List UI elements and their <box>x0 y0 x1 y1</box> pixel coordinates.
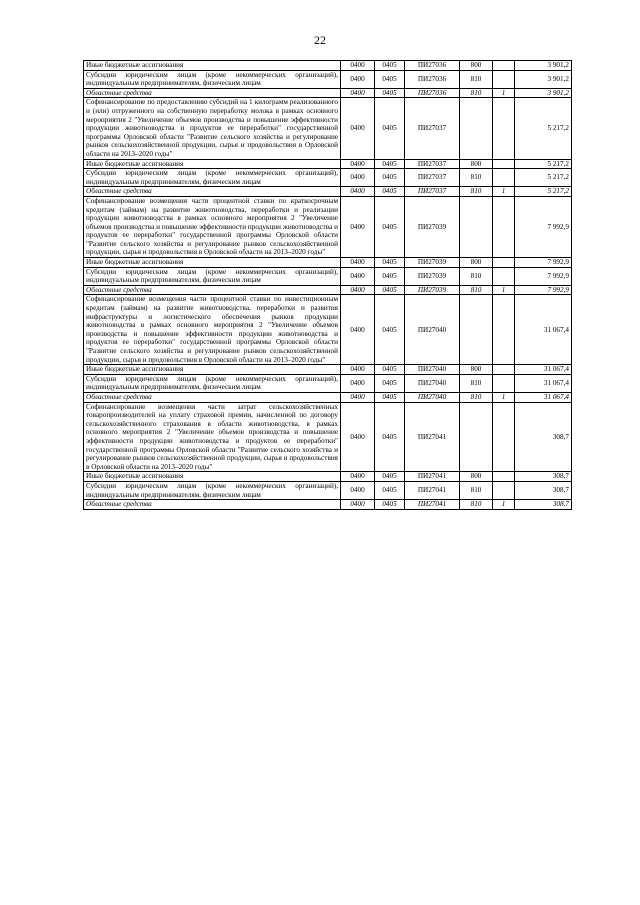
subsection-code: 0405 <box>375 500 405 510</box>
expense-type-code: 810 <box>460 285 493 295</box>
target-article-code: ПИ27040 <box>405 295 460 365</box>
funding-source-code: 1 <box>493 392 515 402</box>
amount: 3 901,2 <box>515 88 572 98</box>
table-row <box>84 365 572 375</box>
section-code: 0400 <box>341 258 375 268</box>
table-row <box>84 472 572 482</box>
funding-source-code: 1 <box>493 500 515 510</box>
amount: 7 992,9 <box>515 267 572 285</box>
table-row <box>84 258 572 268</box>
expense-type-code: 810 <box>460 500 493 510</box>
amount: 31 067,4 <box>515 392 572 402</box>
expense-type-code <box>460 295 493 365</box>
amount: 5 217,2 <box>515 187 572 197</box>
section-code: 0400 <box>341 196 375 257</box>
expense-type-code: 800 <box>460 258 493 268</box>
target-article-code: ПИ27040 <box>405 374 460 392</box>
expense-type-code: 810 <box>460 169 493 187</box>
target-article-code: ПИ27036 <box>405 88 460 98</box>
amount: 308,7 <box>515 402 572 472</box>
target-article-code: ПИ27039 <box>405 196 460 257</box>
target-article-code: ПИ27041 <box>405 402 460 472</box>
table-row <box>84 392 572 402</box>
row-description: Областные средства <box>84 285 341 295</box>
amount: 308,7 <box>515 481 572 499</box>
funding-source-code <box>493 196 515 257</box>
row-description: Софинансирование возмещения части процентной ставки по краткосрочным кредитам (займам) на развитие животноводства, переработки и реализации продукции животноводства в рамках основного мероприятия 2 "Увеличение объемов производства и повышение эффективности продукции животноводства и продуктов ее переработки" государственной программы Орловской области "Развитие сельского хозяйства и регулирование рынков сельскохозяйственной продукции, сырья и продовольствия в Орловской области на 2013–2020 годы" <box>84 196 341 257</box>
row-description: Иные бюджетные ассигнования <box>84 159 341 169</box>
table-row <box>84 267 572 285</box>
target-article-code: ПИ27039 <box>405 258 460 268</box>
amount: 3 901,2 <box>515 61 572 71</box>
table-row <box>84 374 572 392</box>
target-article-code: ПИ27036 <box>405 61 460 71</box>
section-code: 0400 <box>341 267 375 285</box>
row-description: Софинансирование по предоставлению субсидий на 1 килограмм реализованного и (или) отгруженного на собственную переработку молока в рамках основного мероприятия 2 "Увеличение объемов производства и повышение эффективности продукции животноводства и продуктов ее переработки" государственной программы Орловской области "Развитие сельского хозяйства и регулирование рынков сельскохозяйственной продукции, сырья и продовольствия в Орловской области на 2013–2020 годы" <box>84 98 341 159</box>
table-row <box>84 88 572 98</box>
amount: 7 992,9 <box>515 258 572 268</box>
subsection-code: 0405 <box>375 481 405 499</box>
funding-source-code <box>493 472 515 482</box>
section-code: 0400 <box>341 365 375 375</box>
subsection-code: 0405 <box>375 365 405 375</box>
row-description: Субсидии юридическим лицам (кроме некоммерческих организаций), индивидуальным предпринимателям, физическим лицам <box>84 481 341 499</box>
funding-source-code <box>493 402 515 472</box>
table-row <box>84 169 572 187</box>
row-description: Областные средства <box>84 88 341 98</box>
target-article-code: ПИ27036 <box>405 70 460 88</box>
funding-source-code <box>493 365 515 375</box>
section-code: 0400 <box>341 472 375 482</box>
section-code: 0400 <box>341 500 375 510</box>
expense-type-code: 810 <box>460 267 493 285</box>
funding-source-code <box>493 159 515 169</box>
target-article-code: ПИ27041 <box>405 500 460 510</box>
subsection-code: 0405 <box>375 285 405 295</box>
amount: 3 901,2 <box>515 70 572 88</box>
funding-source-code: 1 <box>493 285 515 295</box>
row-description: Субсидии юридическим лицам (кроме некоммерческих организаций), индивидуальным предпринимателям, физическим лицам <box>84 70 341 88</box>
expense-type-code: 800 <box>460 159 493 169</box>
target-article-code: ПИ27040 <box>405 365 460 375</box>
section-code: 0400 <box>341 402 375 472</box>
expense-type-code: 800 <box>460 365 493 375</box>
funding-source-code <box>493 70 515 88</box>
table-row <box>84 500 572 510</box>
amount: 308,7 <box>515 472 572 482</box>
section-code: 0400 <box>341 159 375 169</box>
expense-type-code: 800 <box>460 61 493 71</box>
expense-type-code: 800 <box>460 472 493 482</box>
section-code: 0400 <box>341 169 375 187</box>
table-row <box>84 159 572 169</box>
expense-type-code: 810 <box>460 70 493 88</box>
amount: 5 217,2 <box>515 98 572 159</box>
expense-type-code: 810 <box>460 88 493 98</box>
target-article-code: ПИ27037 <box>405 187 460 197</box>
target-article-code: ПИ27037 <box>405 169 460 187</box>
subsection-code: 0405 <box>375 159 405 169</box>
expense-type-code: 810 <box>460 187 493 197</box>
table-row <box>84 295 572 365</box>
table-row <box>84 187 572 197</box>
amount: 5 217,2 <box>515 169 572 187</box>
section-code: 0400 <box>341 295 375 365</box>
row-description: Иные бюджетные ассигнования <box>84 258 341 268</box>
funding-source-code <box>493 295 515 365</box>
subsection-code: 0405 <box>375 472 405 482</box>
subsection-code: 0405 <box>375 98 405 159</box>
subsection-code: 0405 <box>375 402 405 472</box>
target-article-code: ПИ27037 <box>405 98 460 159</box>
row-description: Субсидии юридическим лицам (кроме некоммерческих организаций), индивидуальным предпринимателям, физическим лицам <box>84 267 341 285</box>
table-row <box>84 481 572 499</box>
row-description: Областные средства <box>84 392 341 402</box>
funding-source-code <box>493 258 515 268</box>
expense-type-code: 810 <box>460 481 493 499</box>
subsection-code: 0405 <box>375 374 405 392</box>
amount: 5 217,2 <box>515 159 572 169</box>
budget-table-body <box>84 61 572 510</box>
section-code: 0400 <box>341 61 375 71</box>
target-article-code: ПИ27040 <box>405 392 460 402</box>
target-article-code: ПИ27039 <box>405 285 460 295</box>
subsection-code: 0405 <box>375 196 405 257</box>
subsection-code: 0405 <box>375 392 405 402</box>
section-code: 0400 <box>341 70 375 88</box>
table-row <box>84 402 572 472</box>
row-description: Иные бюджетные ассигнования <box>84 365 341 375</box>
funding-source-code <box>493 267 515 285</box>
amount: 31 067,4 <box>515 295 572 365</box>
expense-type-code <box>460 98 493 159</box>
target-article-code: ПИ27037 <box>405 159 460 169</box>
table-row <box>84 285 572 295</box>
subsection-code: 0405 <box>375 88 405 98</box>
subsection-code: 0405 <box>375 258 405 268</box>
funding-source-code <box>493 98 515 159</box>
table-row <box>84 98 572 159</box>
section-code: 0400 <box>341 374 375 392</box>
amount: 31 067,4 <box>515 374 572 392</box>
target-article-code: ПИ27041 <box>405 481 460 499</box>
funding-source-code: 1 <box>493 88 515 98</box>
subsection-code: 0405 <box>375 295 405 365</box>
section-code: 0400 <box>341 392 375 402</box>
expense-type-code: 810 <box>460 374 493 392</box>
table-row <box>84 196 572 257</box>
target-article-code: ПИ27041 <box>405 472 460 482</box>
page-number: 22 <box>314 33 326 47</box>
section-code: 0400 <box>341 187 375 197</box>
section-code: 0400 <box>341 285 375 295</box>
row-description: Иные бюджетные ассигнования <box>84 61 341 71</box>
funding-source-code <box>493 374 515 392</box>
table-row <box>84 61 572 71</box>
funding-source-code <box>493 61 515 71</box>
funding-source-code: 1 <box>493 187 515 197</box>
amount: 31 067,4 <box>515 365 572 375</box>
funding-source-code <box>493 169 515 187</box>
amount: 7 992,9 <box>515 196 572 257</box>
target-article-code: ПИ27039 <box>405 267 460 285</box>
subsection-code: 0405 <box>375 70 405 88</box>
subsection-code: 0405 <box>375 169 405 187</box>
section-code: 0400 <box>341 88 375 98</box>
amount: 7 992,9 <box>515 285 572 295</box>
expense-type-code <box>460 196 493 257</box>
expense-type-code: 810 <box>460 392 493 402</box>
subsection-code: 0405 <box>375 61 405 71</box>
expense-type-code <box>460 402 493 472</box>
row-description: Иные бюджетные ассигнования <box>84 472 341 482</box>
table-row <box>84 70 572 88</box>
funding-source-code <box>493 481 515 499</box>
row-description: Субсидии юридическим лицам (кроме некоммерческих организаций), индивидуальным предпринимателям, физическим лицам <box>84 374 341 392</box>
budget-table <box>83 60 572 510</box>
amount: 308,7 <box>515 500 572 510</box>
subsection-code: 0405 <box>375 267 405 285</box>
row-description: Софинансирование возмещения части затрат сельскохозяйственных товаропроизводителей на уплату страховой премии, начисленной по договору сельскохозяйственного страхования в области животноводства, в рамках основного мероприятия 2 "Увеличение объемов производства и повышение эффективности продукции животноводства и продуктов ее переработки" государственной программы Орловской области "Развитие сельского хозяйства и регулирование рынков сельскохозяйственной продукции, сырья и продовольствия в Орловской области на 2013–2020 годы" <box>84 402 341 472</box>
section-code: 0400 <box>341 98 375 159</box>
subsection-code: 0405 <box>375 187 405 197</box>
row-description: Субсидии юридическим лицам (кроме некоммерческих организаций), индивидуальным предпринимателям, физическим лицам <box>84 169 341 187</box>
section-code: 0400 <box>341 481 375 499</box>
row-description: Областные средства <box>84 500 341 510</box>
row-description: Софинансирование возмещения части процентной ставки по инвестиционным кредитам (займам) на развитие животноводства, переработки и развития инфраструктуры и логистического обеспечения рынков продукции животноводства в рамках основного мероприятия 2 "Увеличение объемов производства и повышение эффективности продукции животноводства и продуктов ее переработки" государственной программы Орловской области "Развитие сельского хозяйства и регулирование рынков сельскохозяйственной продукции, сырья и продовольствия в Орловской области на 2013–2020 годы" <box>84 295 341 365</box>
row-description: Областные средства <box>84 187 341 197</box>
